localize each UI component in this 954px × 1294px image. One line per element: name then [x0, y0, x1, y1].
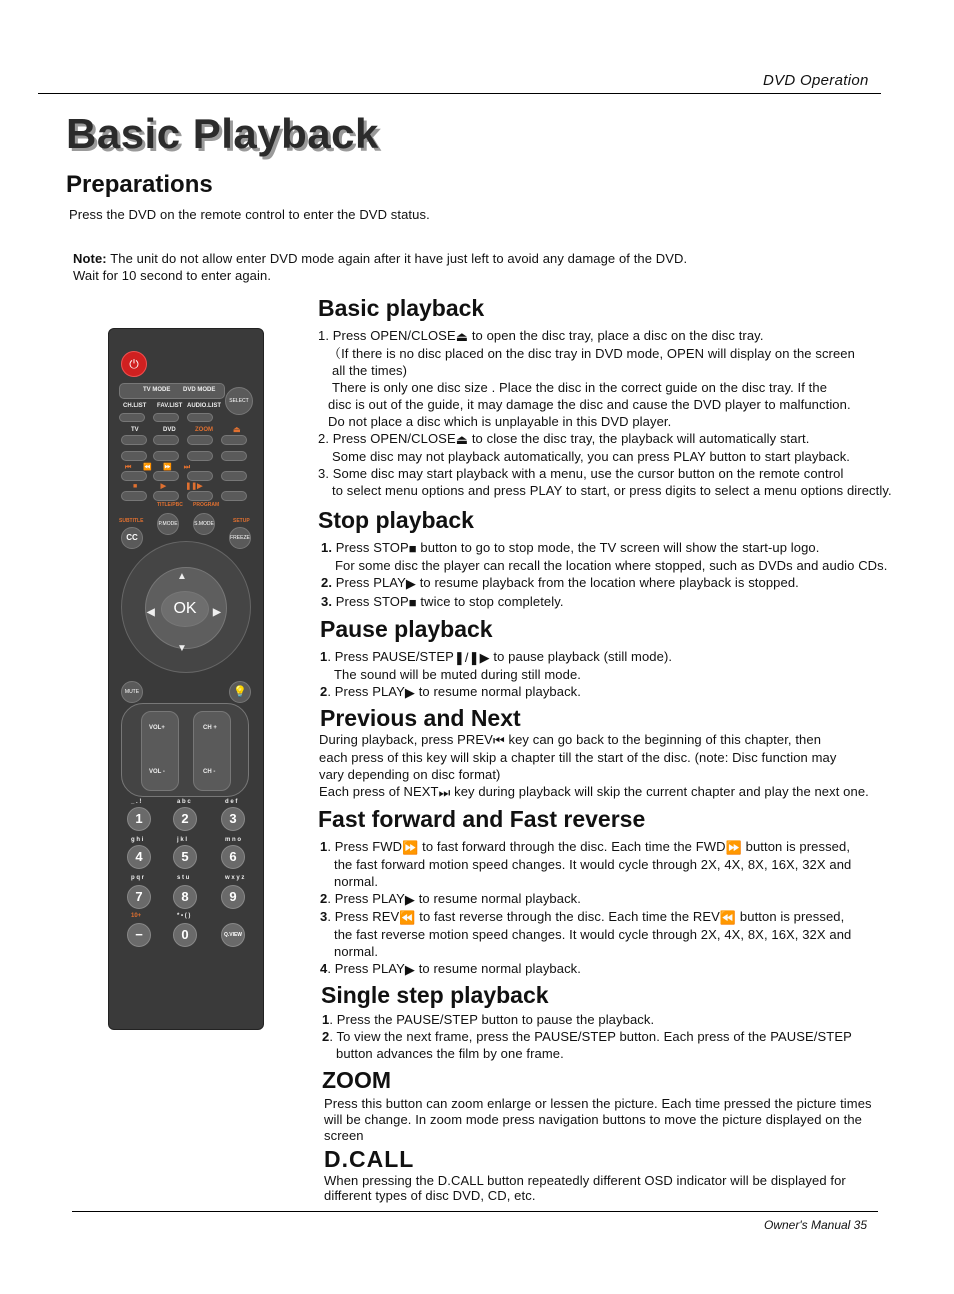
note-text: The unit do not allow enter DVD mode again after it have just left to avoid any damage of the DVD. [106, 251, 688, 266]
ff-line: . Press FWD [327, 839, 403, 854]
single-line: . To view the next frame, press the PAUSE/STEP button. Each press of the PAUSE/STEP [329, 1029, 852, 1044]
zoom-line: screen [324, 1128, 364, 1143]
up-arrow-icon: ▲ [177, 571, 187, 582]
stop-line: button to go to stop mode, the TV screen will show the start-up logo. [416, 540, 820, 555]
ff-heading: Fast forward and Fast reverse [318, 806, 646, 832]
ff-line: to resume normal playback. [415, 961, 581, 977]
basic-line: all the times) [332, 363, 408, 379]
setup-label: SETUP [233, 518, 250, 524]
pause-playback-heading: Pause playback [320, 616, 493, 642]
basic-line: （If there is no disc placed on the disc tray in DVD mode, OPEN will display on the screen [328, 346, 855, 362]
ff-line: . Press PLAY [327, 891, 405, 907]
play-icon: ▶ [404, 962, 415, 978]
ff-line: button is pressed, [741, 839, 851, 854]
basic-line: Do not place a disc which is unplayable in this DVD player. [328, 414, 672, 430]
ff-num: 4 [320, 961, 328, 977]
pause-text [320, 648, 672, 701]
key-7: 7 [127, 885, 151, 909]
ff-text [320, 838, 851, 978]
remote-key [187, 435, 213, 445]
key-9-letters: w x y z [225, 875, 245, 881]
right-arrow-icon: ▶ [213, 607, 221, 618]
stop-line: Press PLAY [332, 575, 406, 591]
key-6: 6 [221, 845, 245, 869]
program-label: PROGRAM [193, 502, 220, 508]
ff-line: to fast reverse through the disc. Each time the REV [415, 909, 720, 925]
single-num: 2 [322, 1029, 330, 1044]
mute-button: MUTE [121, 681, 143, 703]
audio-list-label: AUDIO.LIST [187, 403, 221, 409]
key-5: 5 [173, 845, 197, 869]
key-0-symbols: * • ( ) [177, 913, 191, 919]
ff-line: . Press REV [327, 909, 400, 925]
dcall-heading: D.CALL [324, 1146, 415, 1172]
remote-key [221, 471, 247, 481]
ch-plus-label: CH + [203, 725, 217, 731]
prev-next-heading: Previous and Next [320, 705, 521, 731]
key-2-letters: a b c [177, 799, 191, 805]
stop-line: Press STOP [332, 594, 409, 610]
key-4-letters: g h i [131, 837, 144, 843]
basic-playback-heading: Basic playback [318, 295, 485, 321]
remote-key [121, 435, 147, 445]
ff-line: . Press PLAY [327, 961, 405, 977]
eject-icon: ⏏ [233, 425, 241, 434]
dcall-line: When pressing the D.CALL button repeatedly different OSD indicator will be displayed for [324, 1173, 846, 1188]
dvd-label: DVD [163, 427, 176, 433]
qview-button: Q.VIEW [221, 923, 245, 947]
ff-line: button is pressed, [736, 909, 845, 925]
eject-icon: ⏏ [455, 329, 469, 345]
ch-rocker [193, 711, 231, 791]
key-8-letters: s t u [177, 875, 190, 881]
stop-icon: ■ [408, 595, 417, 611]
zoom-heading: ZOOM [322, 1067, 391, 1093]
power-icon: ⏻ [121, 351, 147, 377]
remote-key [187, 471, 213, 481]
prevnext-line: vary depending on disc format) [319, 767, 501, 783]
ff-num: 1 [320, 839, 328, 854]
key-4: 4 [127, 845, 151, 869]
remote-key [121, 471, 147, 481]
ten-plus-label: 10+ [131, 913, 142, 919]
key-8: 8 [173, 885, 197, 909]
stop-icon: ■ [408, 541, 417, 557]
remote-key [121, 451, 147, 461]
key-minus: − [127, 923, 151, 947]
vol-rocker [141, 711, 179, 791]
basic-text [318, 327, 892, 499]
dcall-line: different types of disc DVD, CD, etc. [324, 1188, 536, 1203]
remote-key [153, 471, 179, 481]
vol-plus-label: VOL+ [149, 725, 165, 731]
play-icon: ▶ [404, 892, 415, 908]
remote-key [153, 491, 179, 501]
prevnext-line: During playback, press PREV [319, 732, 493, 747]
ff-line: the fast forward motion speed changes. It would cycle through 2X, 4X, 8X, 16X, 32X and [334, 857, 852, 873]
play-icon: ▶ [404, 685, 415, 701]
preparations-heading: Preparations [66, 171, 213, 198]
remote-key [121, 491, 147, 501]
subtitle-label: SUBTITLE [119, 518, 144, 524]
fav-list-label: FAV.LIST [157, 403, 183, 409]
zoom-text [324, 1096, 872, 1144]
note [73, 250, 687, 267]
pmode-button: P.MODE [157, 513, 179, 535]
key-3-letters: d e f [225, 799, 238, 805]
transport-icons-row2: ■ ▶ ❚❚▶ [133, 483, 203, 490]
smode-button: S.MODE [193, 513, 215, 535]
ch-list-label: CH.LIST [123, 403, 147, 409]
tv-label: TV [131, 427, 139, 433]
ch-minus-label: CH - [203, 769, 216, 775]
remote-key [153, 451, 179, 461]
prevnext-line: each press of this key will skip a chapter till the start of the disc. (note: Disc function may [319, 750, 837, 766]
eject-icon: ⏏ [455, 432, 469, 448]
remote-key [221, 435, 247, 445]
single-line: . Press the PAUSE/STEP button to pause the playback. [329, 1012, 655, 1027]
remote-key [187, 451, 213, 461]
ff-line: normal. [334, 874, 379, 890]
stop-playback-heading: Stop playback [318, 507, 474, 533]
remote-key [153, 435, 179, 445]
pause-step-icon: ❚/❚▶ [453, 650, 490, 666]
footer: Owner's Manual 35 [764, 1218, 868, 1232]
single-line: button advances the film by one frame. [336, 1046, 564, 1061]
header-rule [38, 93, 881, 94]
ff-line: to resume normal playback. [415, 891, 581, 907]
stop-num: 1. [321, 540, 333, 555]
remote-key [221, 491, 247, 501]
stop-num: 2. [321, 575, 333, 591]
vol-minus-label: VOL - [149, 769, 165, 775]
basic-line: 1. Press OPEN/CLOSE [318, 328, 456, 343]
titlepbc-label: TITLE/PBC [157, 502, 183, 508]
dvd-mode-label: DVD MODE [183, 387, 216, 393]
key-6-letters: m n o [225, 837, 241, 843]
pause-line: . Press PAUSE/STEP [327, 649, 454, 664]
left-arrow-icon: ◀ [147, 607, 155, 618]
basic-line: Some disc may not playback automatically, you can press PLAY button to start playback. [332, 449, 851, 465]
next-icon: ⏭ [438, 785, 451, 801]
remote-key [187, 413, 213, 422]
stop-line: For some disc the player can recall the location where stopped, such as DVDs and audio CDs. [335, 558, 888, 574]
basic-line: 3. Some disc may start playback with a menu, use the cursor button on the remote control [318, 466, 844, 482]
pause-line: . Press PLAY [327, 684, 405, 700]
key-9: 9 [221, 885, 245, 909]
stop-line: to resume playback from the location where playback is stopped. [416, 575, 799, 591]
zoom-line: will be change. In zoom mode press navigation buttons to move the picture displayed on the [324, 1112, 862, 1127]
ff-line: to fast forward through the disc. Each time the FWD [418, 839, 726, 854]
prev-icon: ⏮ [492, 733, 505, 749]
freeze-button: FREEZE [229, 527, 251, 549]
bulb-icon: 💡 [229, 681, 251, 703]
stop-line: Press STOP [332, 540, 409, 555]
rev-icon: ⏪ [719, 910, 737, 926]
remote-key [187, 491, 213, 501]
zoom-label: ZOOM [195, 427, 213, 433]
remote-key [221, 451, 247, 461]
single-step-heading: Single step playback [321, 982, 549, 1008]
prevnext-line: key can go back to the beginning of this chapter, then [504, 732, 822, 747]
pause-num: 2 [320, 684, 328, 700]
stop-text [321, 539, 887, 611]
transport-icons-row1: ⏮ ⏪ ⏩ ⏭ [125, 464, 191, 471]
key-1: 1 [127, 807, 151, 831]
fwd-icon: ⏩ [725, 840, 742, 856]
basic-line: 2. Press OPEN/CLOSE [318, 431, 456, 447]
ff-line: the fast reverse motion speed changes. It would cycle through 2X, 4X, 8X, 16X, 32X and [334, 927, 852, 943]
section-header: DVD Operation [763, 72, 869, 89]
remote-key [153, 413, 179, 422]
single-num: 1 [322, 1012, 330, 1027]
key-5-letters: j k l [177, 837, 188, 843]
key-3: 3 [221, 807, 245, 831]
prevnext-line: Each press of NEXT [319, 784, 439, 800]
page-title: Basic Playback [66, 110, 379, 157]
select-button: SELECT [225, 387, 253, 415]
note-text-2: Wait for 10 second to enter again. [73, 268, 272, 283]
single-step-text [322, 1011, 852, 1062]
key-2: 2 [173, 807, 197, 831]
footer-rule [72, 1211, 878, 1212]
play-icon: ▶ [405, 576, 416, 592]
note-label: Note: [73, 251, 107, 266]
ok-button: OK [161, 591, 209, 627]
pause-line: to pause playback (still mode). [489, 649, 673, 664]
zoom-line: Press this button can zoom enlarge or lessen the picture. Each time pressed the picture times [324, 1096, 872, 1111]
ff-num: 2 [320, 891, 328, 907]
ff-num: 3 [320, 909, 328, 925]
fwd-icon: ⏩ [402, 840, 419, 856]
stop-num: 3. [321, 594, 333, 610]
remote-key [119, 413, 145, 422]
remote-control-image [108, 328, 264, 1030]
basic-line: to select menu options and press PLAY to start, or press digits to select a menu options directly. [332, 483, 892, 499]
stop-line: twice to stop completely. [416, 594, 564, 610]
key-7-letters: p q r [131, 875, 144, 881]
pause-line: to resume normal playback. [415, 684, 581, 700]
prevnext-line: key during playback will skip the current chapter and play the next one. [450, 784, 869, 800]
key-0: 0 [173, 923, 197, 947]
basic-line: to close the disc tray, the playback will automatically start. [468, 431, 810, 447]
basic-line: to open the disc tray, place a disc on the disc tray. [468, 328, 764, 343]
pause-num: 1 [320, 649, 328, 664]
rev-icon: ⏪ [399, 910, 416, 926]
pause-line: The sound will be muted during still mode. [334, 667, 581, 683]
cc-button: CC [121, 527, 143, 549]
ff-line: normal. [334, 944, 379, 960]
tv-mode-label: TV MODE [143, 387, 171, 393]
prev-next-text [319, 731, 869, 801]
basic-line: There is only one disc size . Place the disc in the correct guide on the disc tray. If the [332, 380, 828, 396]
key-1-letters: _ . ! [131, 799, 142, 805]
preparations-text: Press the DVD on the remote control to enter the DVD status. [69, 207, 430, 222]
basic-line: disc is out of the guide, it may damage the disc and cause the DVD player to malfunction. [328, 397, 851, 413]
down-arrow-icon: ▼ [177, 643, 187, 654]
dcall-text [324, 1173, 846, 1203]
